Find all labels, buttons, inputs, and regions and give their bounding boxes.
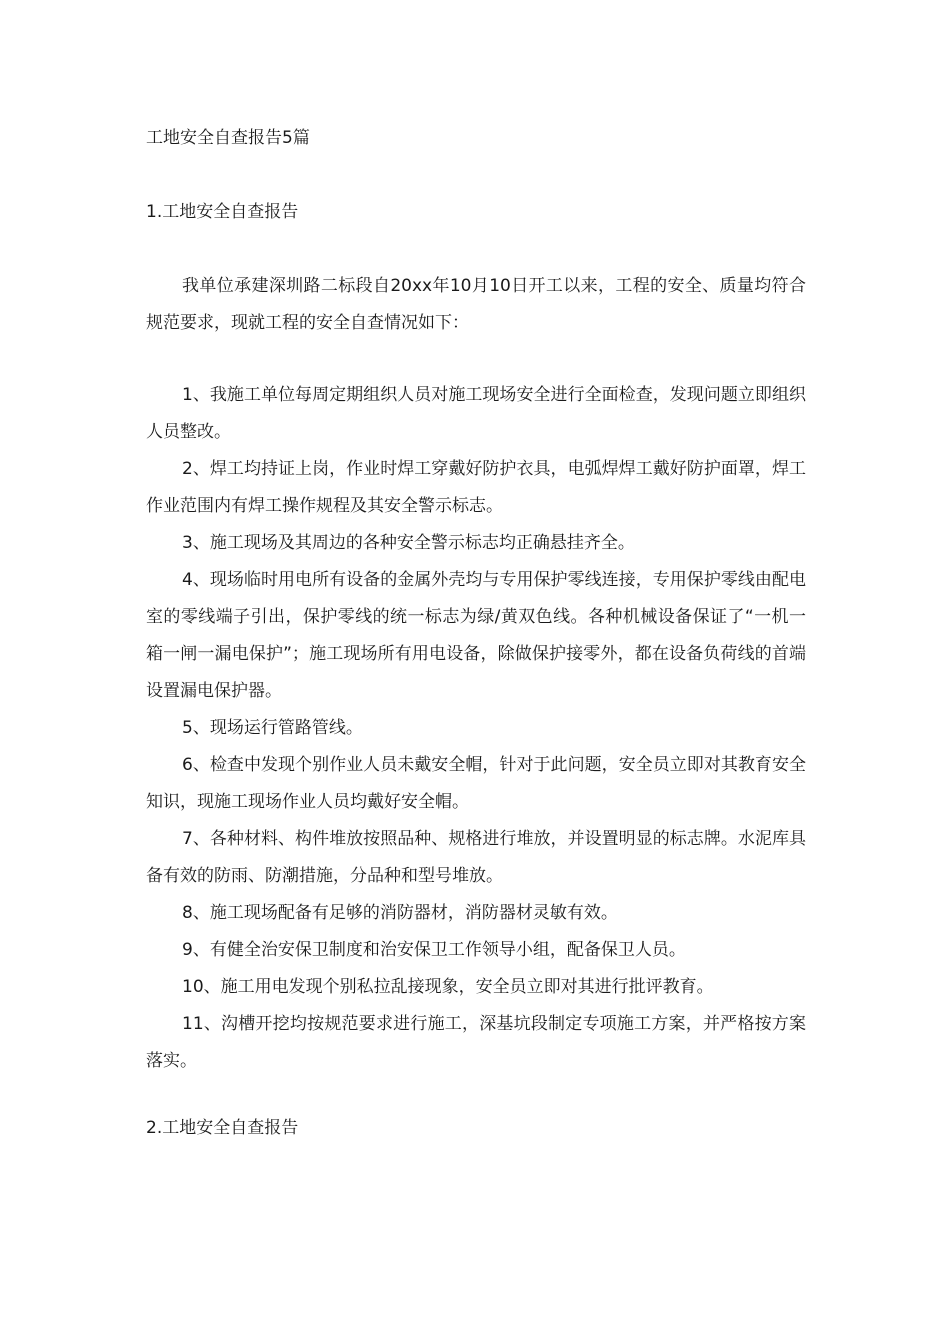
list-item: 10、施工用电发现个别私拉乱接现象，安全员立即对其进行批评教育。 <box>182 977 714 997</box>
section-1-intro <box>146 268 806 342</box>
section-heading-2: 2.工地安全自查报告 <box>146 1118 299 1138</box>
list-item: 6、检查中发现个别作业人员未戴安全帽，针对于此问题，安全员立即对其教育安全知识，现施工现场作业人员均戴好安全帽。 <box>146 755 806 812</box>
document-title: 工地安全自查报告5篇 <box>146 128 310 148</box>
intro-paragraph: 我单位承建深圳路二标段自20xx年10月10日开工以来，工程的安全、质量均符合规范要求，现就工程的安全自查情况如下： <box>146 276 806 333</box>
section-1-items <box>146 377 806 1080</box>
list-item: 5、现场运行管路管线。 <box>182 718 363 738</box>
list-item: 8、施工现场配备有足够的消防器材，消防器材灵敏有效。 <box>182 903 618 923</box>
list-item: 3、施工现场及其周边的各种安全警示标志均正确悬挂齐全。 <box>182 533 635 553</box>
list-item: 1、我施工单位每周定期组织人员对施工现场安全进行全面检查，发现问题立即组织人员整改。 <box>146 385 806 442</box>
section-heading-1: 1.工地安全自查报告 <box>146 202 299 222</box>
list-item: 2、焊工均持证上岗，作业时焊工穿戴好防护衣具，电弧焊焊工戴好防护面罩，焊工作业范围内有焊工操作规程及其安全警示标志。 <box>146 459 806 516</box>
list-item: 11、沟槽开挖均按规范要求进行施工，深基坑段制定专项施工方案，并严格按方案落实。 <box>146 1014 806 1071</box>
list-item: 7、各种材料、构件堆放按照品种、规格进行堆放，并设置明显的标志牌。水泥库具备有效的防雨、防潮措施，分品种和型号堆放。 <box>146 829 806 886</box>
list-item: 9、有健全治安保卫制度和治安保卫工作领导小组，配备保卫人员。 <box>182 940 686 960</box>
list-item: 4、现场临时用电所有设备的金属外壳均与专用保护零线连接，专用保护零线由配电室的零线端子引出，保护零线的统一标志为绿/黄双色线。各种机械设备保证了“一机一箱一闸一漏电保护”；施工现场所有用电设备，除做保护接零外，都在设备负荷线的首端设置漏电保护器。 <box>146 570 806 701</box>
